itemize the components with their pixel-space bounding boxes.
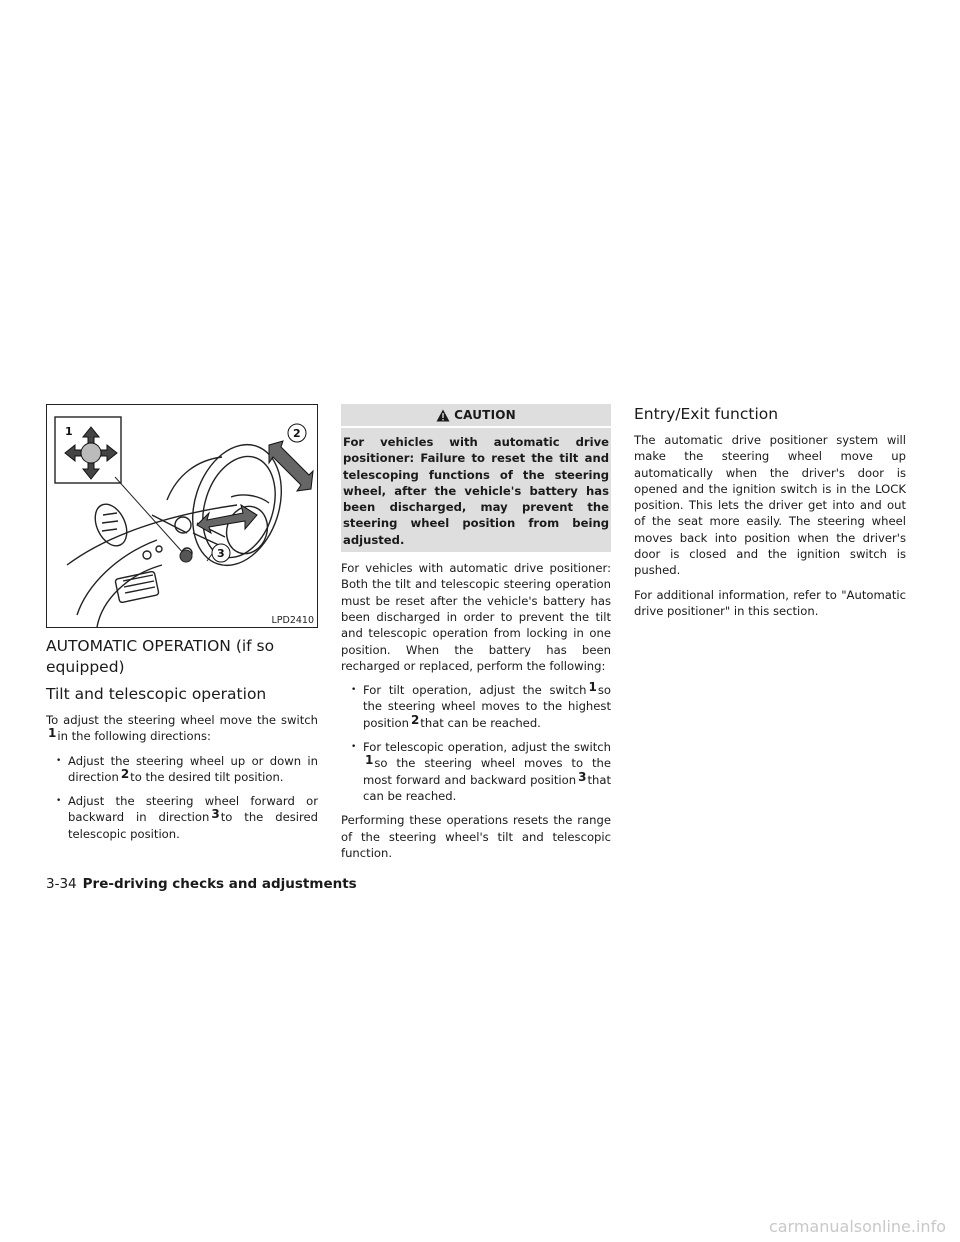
section-heading: AUTOMATIC OPERATION (if so equipped) xyxy=(46,637,275,676)
callout-ref: 1 xyxy=(588,680,597,695)
callout-ref: 2 xyxy=(410,712,420,727)
reset-paragraph: For vehicles with automatic drive positioner: Both the tilt and telescopic steering operation must be reset after the vehicle's battery has been discharged in order to prevent the tilt and telescopic operation from locking in one position. When the battery has been recharged or replaced, perform the following: xyxy=(341,561,611,673)
reset-steps-list xyxy=(341,682,611,804)
callout-3: 3 xyxy=(217,547,225,560)
callout-ref: 1 xyxy=(365,753,374,768)
list-item: • For telescopic operation, adjust the switch1so the steering wheel moves to the most forward and backward position 3that can be reached. xyxy=(351,740,611,803)
list-item: • Adjust the steering wheel forward or backward in direction 3to the desired telescopic position. xyxy=(56,794,318,841)
callout-ref: 3 xyxy=(211,807,220,822)
caution-title: CAUTION xyxy=(454,408,516,422)
callout-ref: 1 xyxy=(48,726,57,741)
middle-column xyxy=(341,404,611,869)
list-item: • Adjust the steering wheel up or down in direction 2to the desired tilt position. xyxy=(56,753,318,784)
callout-ref: 3 xyxy=(578,769,587,784)
steering-wheel-illustration xyxy=(47,405,317,627)
entry-exit-paragraph: The automatic drive positioner system will make the steering wheel move up automatically when the driver's door is opened and the ignition switch is in the LOCK position. This lets the driver get into and out of the seat more easily. The steering wheel moves back into position when the driver's door is closed and the ignition switch is pushed. xyxy=(634,433,906,578)
left-column xyxy=(46,404,318,850)
page-footer xyxy=(46,876,357,892)
summary-paragraph: Performing these operations resets the range of the steering wheel's tilt and telescopic function. xyxy=(341,813,611,860)
callout-ref: 2 xyxy=(120,766,130,781)
steering-wheel-figure xyxy=(46,404,318,628)
callout-2: 2 xyxy=(293,427,301,440)
warning-icon xyxy=(436,409,450,422)
reference-paragraph: For additional information, refer to "Automatic drive positioner" in this section. xyxy=(634,587,906,618)
entry-exit-heading: Entry/Exit function xyxy=(634,405,779,423)
figure-id: LPD2410 xyxy=(271,615,314,626)
intro-paragraph: To adjust the steering wheel move the switch1in the following directions: xyxy=(46,713,318,744)
list-item: • For tilt operation, adjust the switch 1so the steering wheel moves to the highest position 2that can be reached. xyxy=(351,680,611,730)
direction-list xyxy=(46,753,318,842)
caution-text: For vehicles with automatic drive positioner: Failure to reset the tilt and telescoping functions of the steering wheel, after the vehicle's battery has been discharged, may prevent the steering wheel position from being adjusted. xyxy=(343,435,609,547)
section-title: Pre-driving checks and adjustments xyxy=(82,876,357,892)
callout-1: 1 xyxy=(65,425,73,438)
subsection-heading: Tilt and telescopic operation xyxy=(46,685,267,703)
caution-box xyxy=(341,404,611,552)
right-column xyxy=(634,404,906,627)
watermark: carmanualsonline.info xyxy=(768,1217,946,1236)
page-number: 3-34 xyxy=(46,876,77,892)
